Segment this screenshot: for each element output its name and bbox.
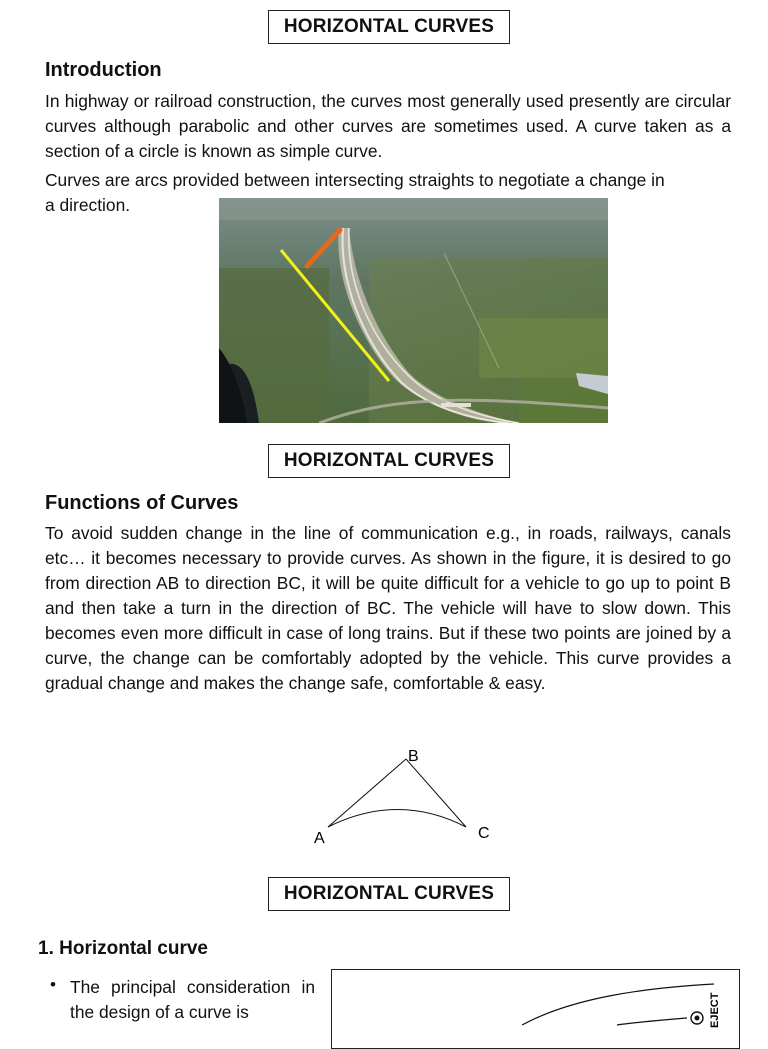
label-b: B	[408, 748, 419, 765]
line-bc	[406, 759, 466, 827]
aerial-highway-photo	[219, 198, 608, 423]
curve-figure-box	[331, 969, 740, 1049]
section-title-1: HORIZONTAL CURVES	[268, 10, 510, 44]
intro-paragraph-2-line2: a direction.	[45, 195, 131, 215]
label-c: C	[478, 825, 490, 842]
line-ab	[328, 759, 406, 827]
functions-paragraph: To avoid sudden change in the line of communication e.g., in roads, railways, canals etc… it becomes necessary to provide curves. As shown in the figure, it is desired to go from direction AB to direction BC, it will be quite difficult for a vehicle to go up to point B and then take a turn in the direction of BC. The vehicle will have to slow down. This becomes even more difficult in case of long trains. But if these two points are joined by a curve, the change can be comfortably adopted by the vehicle. This curve provides a gradual change and makes the change safe, comfortable & easy.	[45, 523, 731, 693]
heading-horizontal-curve: 1. Horizontal curve	[38, 938, 208, 959]
bullet-text: The principal consideration in the design of a curve is	[70, 977, 315, 1022]
heading-functions-of-curves: Functions of Curves	[45, 492, 239, 514]
figure-curve	[522, 984, 714, 1025]
bullet-item	[50, 975, 315, 1025]
figure-label: EJECT	[709, 992, 721, 1028]
heading-introduction: Introduction	[45, 59, 162, 81]
intro-paragraph: In highway or railroad construction, the curves most generally used presently are circular curves although parabolic and other curves are sometimes used. A curve taken as a section of a circle is known as simple curve.	[45, 91, 731, 161]
section-title-2: HORIZONTAL CURVES	[268, 444, 510, 478]
curve-diagram	[300, 740, 510, 855]
section-title-3: HORIZONTAL CURVES	[268, 877, 510, 911]
curve-ac	[328, 810, 466, 828]
label-a: A	[314, 830, 325, 847]
bullet-dot-icon: •	[50, 975, 56, 994]
intro-paragraph-2-line1: Curves are arcs provided between intersecting straights to negotiate a change in	[45, 170, 665, 190]
